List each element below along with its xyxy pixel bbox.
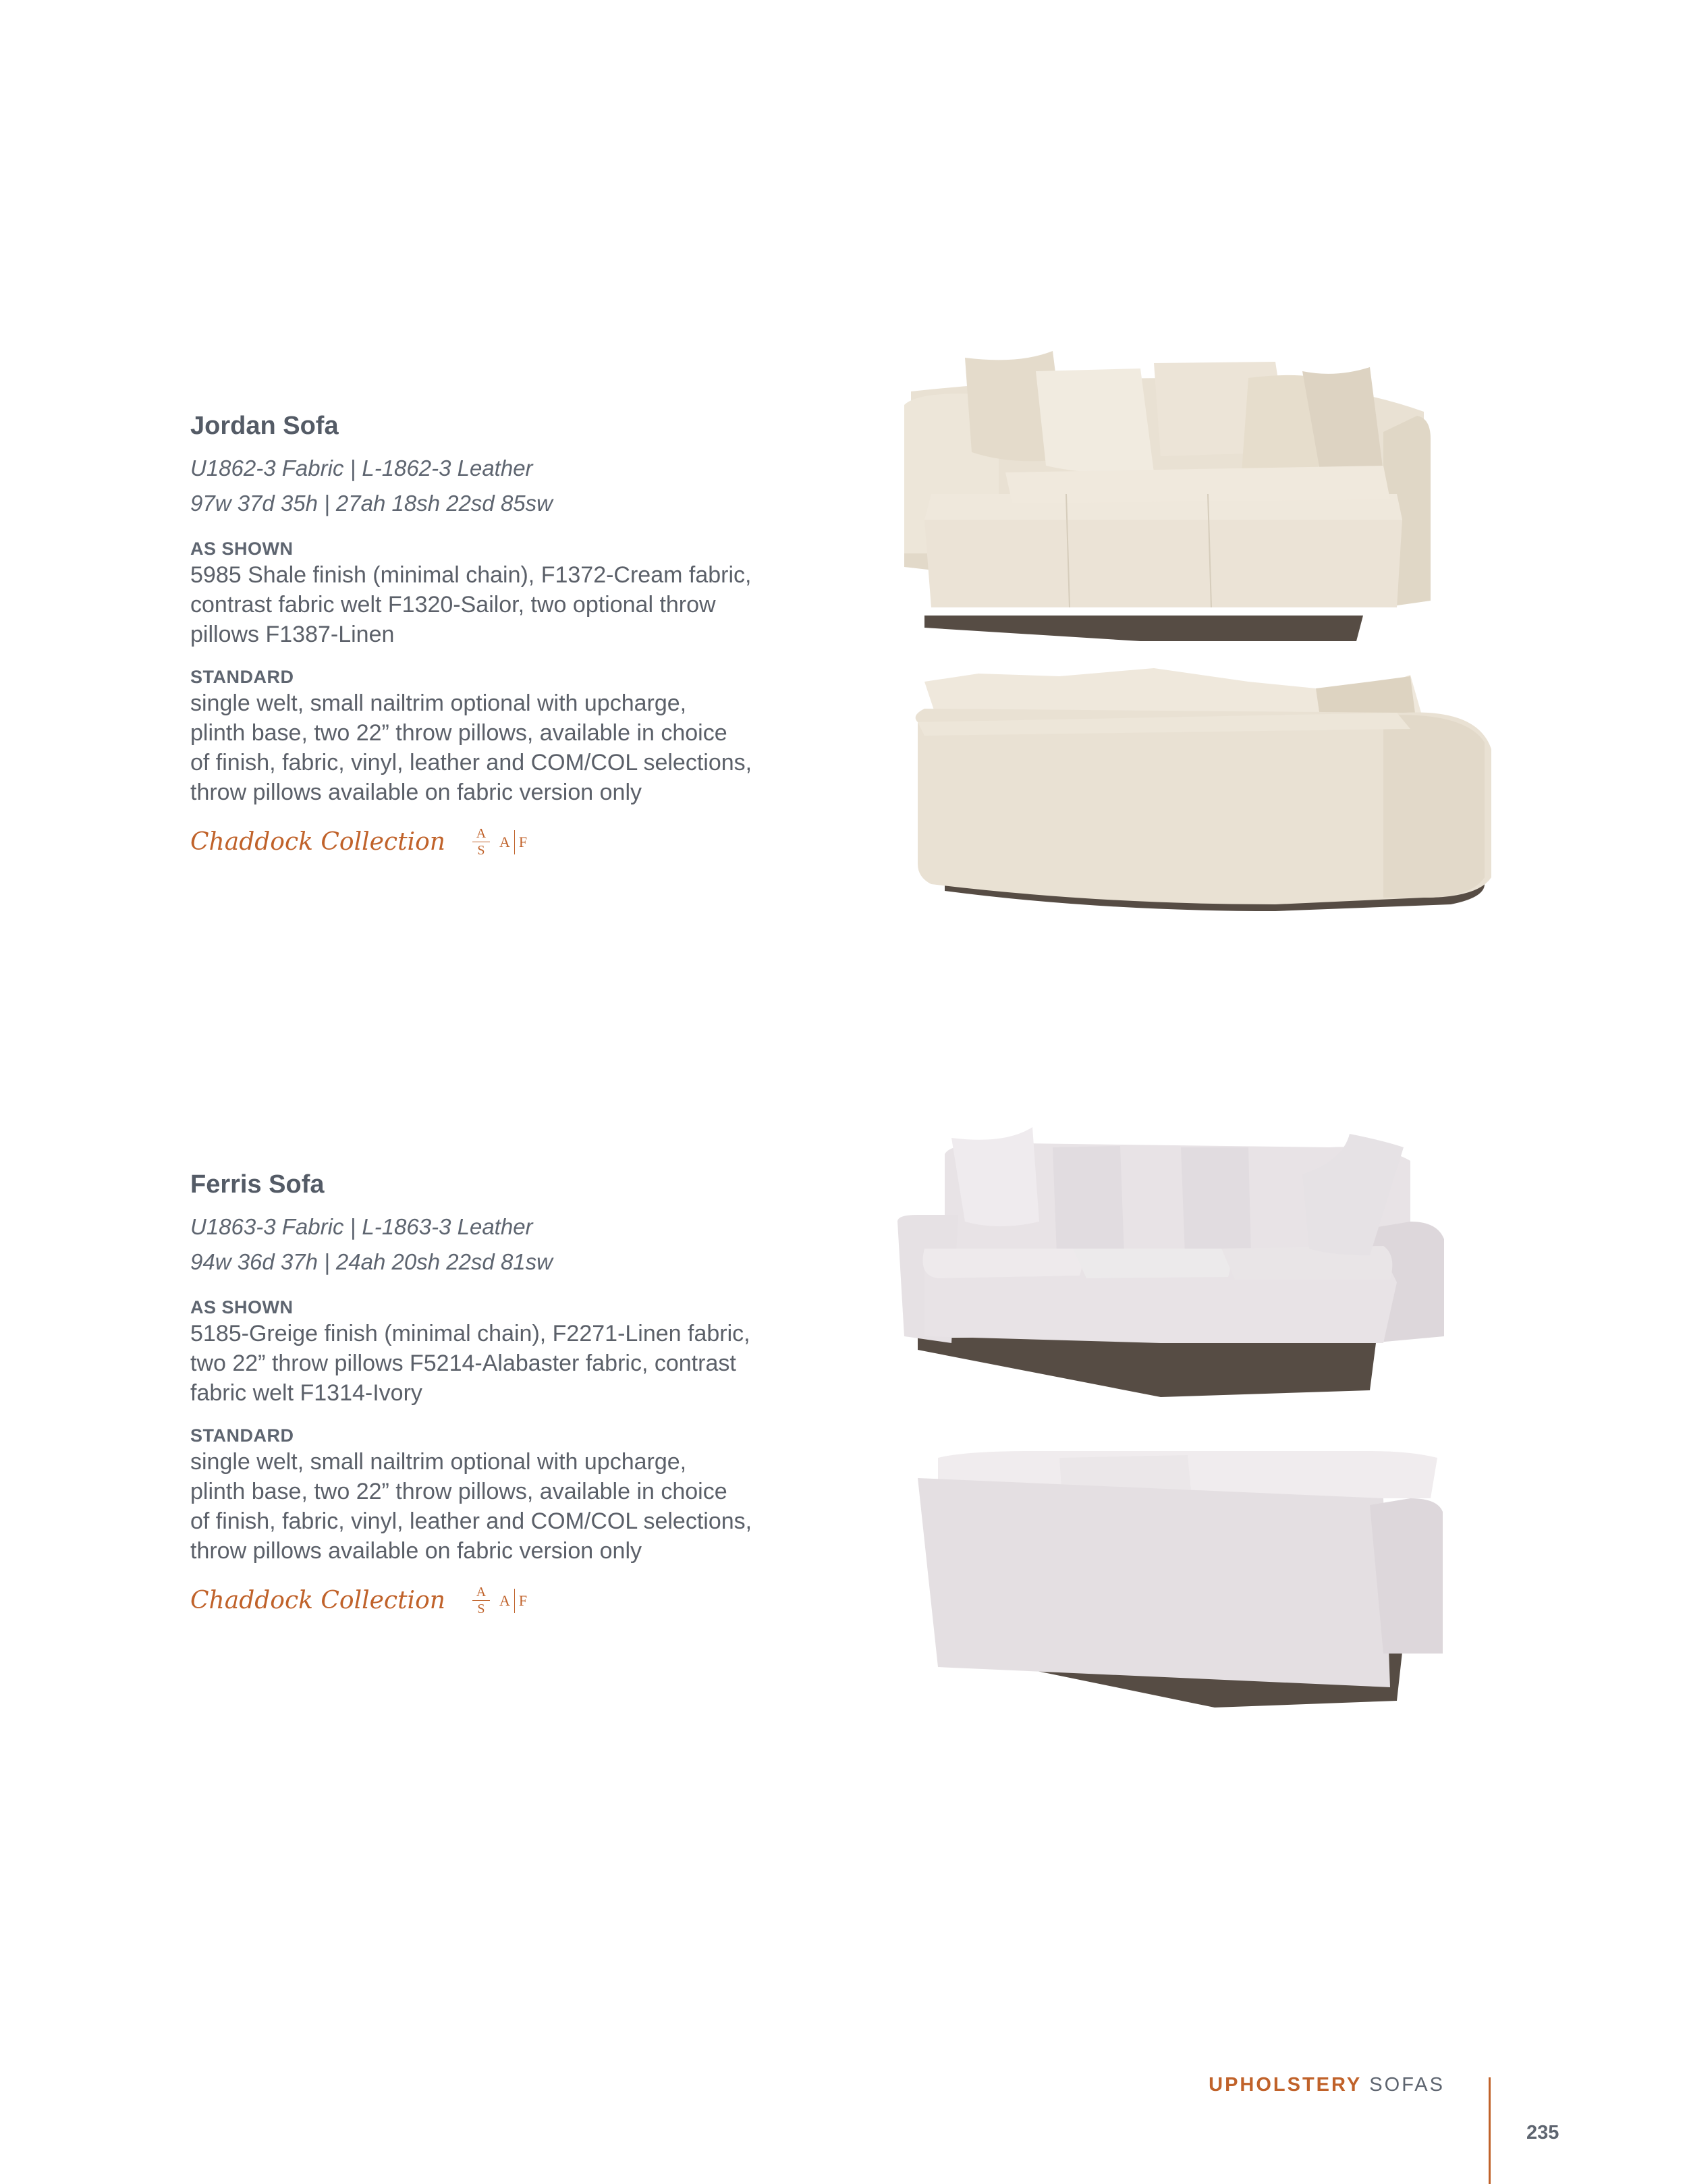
- section-category: UPHOLSTERY: [1209, 2074, 1362, 2096]
- mark-fraction: [472, 826, 490, 858]
- ferris-sofa-back-photo: [897, 1438, 1505, 1721]
- standard-text: [190, 1447, 865, 1566]
- text-line: plinth base, two 22” throw pillows, available in choice: [190, 1479, 727, 1504]
- as-shown-label: AS SHOWN: [190, 1297, 294, 1317]
- section-subcategory: SOFAS: [1369, 2074, 1445, 2096]
- mark-right: F: [518, 1591, 528, 1609]
- text-line: contrast fabric welt F1320-Sailor, two optional throw: [190, 592, 716, 618]
- mark-right: F: [518, 833, 528, 850]
- standard-text: [190, 688, 865, 807]
- jordan-sofa-back-photo: [897, 668, 1518, 925]
- mark-fraction: [472, 1585, 490, 1616]
- ferris-sofa-front-photo: [897, 1120, 1505, 1411]
- text-line: of finish, fabric, vinyl, leather and COM/COL selections,: [190, 1508, 752, 1534]
- product-sku: U1862-3 Fabric | L-1862-3 Leather: [190, 456, 533, 481]
- as-shown-text: [190, 560, 865, 649]
- collection-line: [190, 1585, 865, 1616]
- mark-mid: A: [499, 1591, 510, 1609]
- footer-divider: [1489, 2077, 1491, 2184]
- mark-divider: [514, 830, 515, 854]
- as-shown-label: AS SHOWN: [190, 539, 294, 559]
- as-shown-text: [190, 1319, 865, 1408]
- text-line: 5985 Shale finish (minimal chain), F1372-Cream fabric,: [190, 562, 752, 588]
- text-line: 5185-Greige finish (minimal chain), F2271-Linen fabric,: [190, 1321, 750, 1346]
- collection-marks: [472, 826, 527, 858]
- text-line: plinth base, two 22” throw pillows, available in choice: [190, 720, 727, 746]
- product-jordan-sofa: [190, 410, 865, 858]
- product-sku: U1863-3 Fabric | L-1863-3 Leather: [190, 1214, 533, 1239]
- mark-divider: [514, 1589, 515, 1613]
- text-line: two 22” throw pillows F5214-Alabaster fabric, contrast: [190, 1350, 736, 1376]
- page-number: 235: [1526, 2122, 1559, 2144]
- standard-label: STANDARD: [190, 667, 294, 687]
- fraction-bar: [472, 1600, 490, 1601]
- mark-mid: A: [499, 833, 510, 850]
- mark-top: A: [476, 826, 487, 841]
- text-line: throw pillows available on fabric version only: [190, 780, 642, 805]
- collection-marks: [472, 1585, 527, 1616]
- text-line: fabric welt F1314-Ivory: [190, 1380, 422, 1406]
- jordan-sofa-front-photo: [897, 351, 1505, 648]
- text-line: throw pillows available on fabric version only: [190, 1538, 642, 1564]
- text-line: pillows F1387-Linen: [190, 622, 395, 647]
- text-line: single welt, small nailtrim optional with upcharge,: [190, 690, 687, 716]
- section-label: [1209, 2074, 1445, 2096]
- collection-name: Chaddock Collection: [190, 828, 445, 856]
- collection-name: Chaddock Collection: [190, 1587, 445, 1614]
- standard-label: STANDARD: [190, 1425, 294, 1446]
- mark-bottom: S: [477, 843, 485, 858]
- collection-line: [190, 826, 865, 858]
- product-dimensions: 97w 37d 35h | 27ah 18sh 22sd 85sw: [190, 491, 553, 516]
- product-dimensions: 94w 36d 37h | 24ah 20sh 22sd 81sw: [190, 1249, 553, 1274]
- mark-bottom: S: [477, 1602, 485, 1616]
- text-line: of finish, fabric, vinyl, leather and COM/COL selections,: [190, 750, 752, 775]
- product-title: Ferris Sofa: [190, 1170, 325, 1199]
- product-ferris-sofa: [190, 1169, 865, 1616]
- text-line: single welt, small nailtrim optional with upcharge,: [190, 1449, 687, 1475]
- product-title: Jordan Sofa: [190, 412, 339, 440]
- mark-top: A: [476, 1585, 487, 1600]
